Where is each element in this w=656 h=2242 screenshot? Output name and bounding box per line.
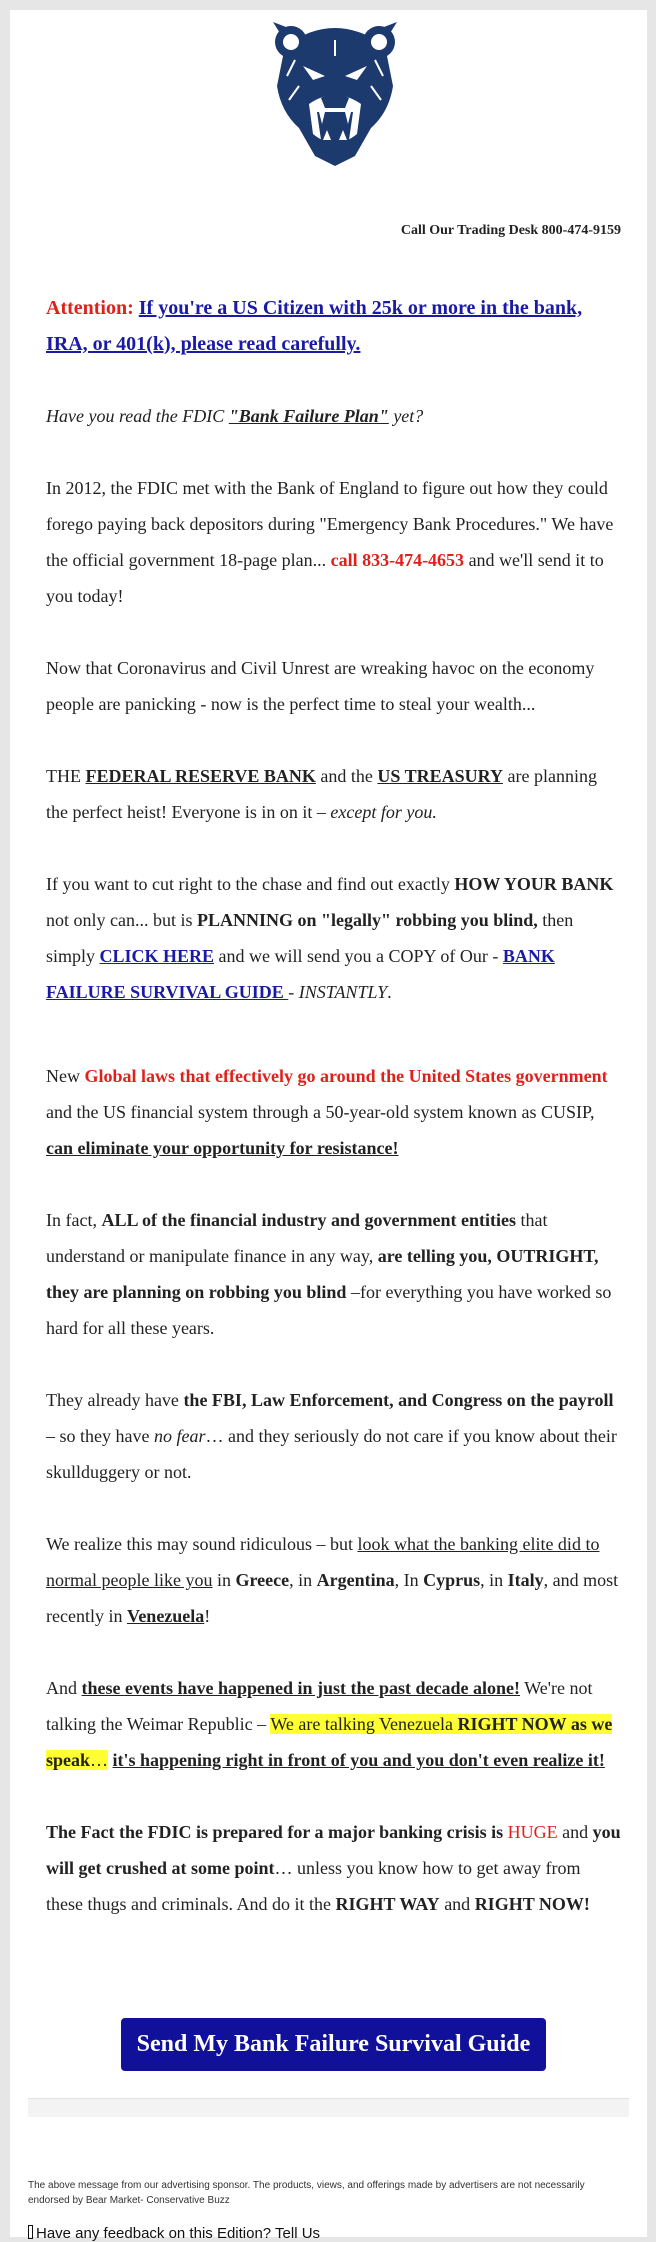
text: yet? (388, 406, 424, 426)
text: ! (204, 1606, 211, 1626)
text: Cyprus (423, 1570, 481, 1590)
text: and (557, 1822, 593, 1842)
text: HUGE (507, 1822, 558, 1842)
text: RIGHT WAY (335, 1894, 440, 1914)
text: and the US financial system through a 50-year-old system known as CUSIP, (46, 1102, 595, 1122)
text: that understand or manipulate finance in any way, (46, 1210, 548, 1266)
survival-guide-link[interactable]: BANK FAILURE SURVIVAL GUIDE (46, 946, 555, 1002)
text: not only can... but is (46, 910, 197, 930)
paragraph-countries (46, 1526, 621, 1634)
text: you will get crushed at some point (46, 1822, 621, 1878)
text: They already have (46, 1390, 184, 1410)
text: can eliminate your opportunity for resistance! (46, 1138, 399, 1158)
text: And (46, 1678, 82, 1698)
text: no fear (153, 1426, 206, 1446)
text: Argentina (316, 1570, 395, 1590)
email-body (46, 290, 621, 1958)
feedback-link[interactable] (28, 2225, 320, 2242)
text: are telling you, OUTRIGHT, they are planning on robbing you blind (46, 1246, 599, 1302)
text: - (288, 982, 299, 1002)
text: , and most recently in (46, 1570, 619, 1626)
text: In fact, (46, 1210, 102, 1230)
text: are planning the perfect heist! Everyone is in on it – (46, 766, 597, 822)
text: and we'll send it to you today! (46, 550, 604, 606)
trading-desk-phone: Call Our Trading Desk 800-474-9159 (400, 223, 621, 238)
attention-heading (46, 290, 621, 362)
paragraph-fdic-crisis (46, 1814, 621, 1922)
paragraph-heist (46, 758, 621, 830)
text: THE (46, 766, 86, 786)
paragraph-past-decade (46, 1670, 621, 1778)
text: these events have happened in just the past decade alone! (81, 1678, 521, 1698)
text: look what the banking elite did to normal people like you (46, 1534, 600, 1590)
bear-head-logo (265, 16, 405, 168)
cta-wrapper (10, 2018, 647, 2071)
text: PLANNING on "legally" robbing you blind, (197, 910, 538, 930)
text: … and they seriously do not care if you know about their skullduggery or not. (46, 1426, 617, 1482)
us-treasury-text: US TREASURY (377, 766, 503, 786)
text: the FBI, Law Enforcement, and Congress on the payroll (183, 1390, 614, 1410)
text: In 2012, the FDIC met with the Bank of England to figure out how they could forego paying back depositors during "Emergency Bank Procedures." We have the official government 18-page plan... (46, 478, 614, 570)
text: We are talking Venezuela (270, 1714, 458, 1734)
call-phone-link[interactable]: call 833-474-4653 (330, 550, 465, 570)
text: and we will send you a COPY of Our - (214, 946, 503, 966)
text: –for everything you have worked so hard for all these years. (46, 1282, 612, 1338)
text: New (46, 1066, 85, 1086)
text: , In (394, 1570, 424, 1590)
text: Venezuela (126, 1606, 205, 1626)
text: , in (289, 1570, 317, 1590)
divider (28, 2098, 629, 2117)
text: except for you. (330, 802, 437, 822)
text: Have you read the FDIC (46, 406, 229, 426)
attention-link[interactable]: If you're a US Citizen with 25k or more in the bank, IRA, or 401(k), please read carefully. (46, 297, 583, 355)
send-guide-button[interactable]: Send My Bank Failure Survival Guide (121, 2018, 547, 2071)
text: and (439, 1894, 475, 1914)
email-page (10, 10, 647, 2242)
text: it's happening right in front of you and you don't even realize it! (112, 1750, 605, 1770)
text: Global laws that effectively go around the United States government (84, 1066, 608, 1086)
text: Italy (507, 1570, 544, 1590)
text: If you want to cut right to the chase and find out exactly (46, 874, 455, 894)
paragraph-2012 (46, 470, 621, 614)
bank-failure-plan-link[interactable]: "Bank Failure Plan" (228, 406, 389, 426)
paragraph-fdic-plan (46, 398, 621, 434)
text: The Fact the FDIC is prepared for a major banking crisis is (46, 1822, 508, 1842)
text: then simply (46, 910, 574, 966)
text: and the (315, 766, 378, 786)
paragraph-global-laws (46, 1058, 621, 1166)
text: … (90, 1750, 109, 1770)
text: We're not talking the Weimar Republic – (46, 1678, 593, 1734)
text: , in (480, 1570, 508, 1590)
text: RIGHT NOW as we speak (46, 1714, 613, 1770)
click-here-link[interactable]: CLICK HERE (99, 946, 215, 966)
advertiser-disclaimer: The above message from our advertising sponsor. The products, views, and offerings made by advertisers are not necessarily endorsed by Bear Market- Conservative Buzz (28, 2180, 585, 2206)
text: INSTANTLY (298, 982, 388, 1002)
text: – so they have (46, 1426, 154, 1446)
text: Greece (235, 1570, 290, 1590)
paragraph-in-fact (46, 1202, 621, 1346)
paragraph-payroll (46, 1382, 621, 1490)
text: We realize this may sound ridiculous – but (46, 1534, 358, 1554)
text: HOW YOUR BANK (454, 874, 614, 894)
text: . (387, 982, 392, 1002)
text: ALL of the financial industry and government entities (101, 1210, 516, 1230)
paragraph-cut-to-chase (46, 866, 621, 1010)
attention-label: Attention: (46, 297, 134, 319)
text: … unless you know how to get away from these thugs and criminals. And do it the (46, 1858, 581, 1914)
paragraph-coronavirus: Now that Coronavirus and Civil Unrest are wreaking havoc on the economy people are panicking - now is the perfect time to steal your wealth... (46, 658, 595, 714)
text: RIGHT NOW! (474, 1894, 590, 1914)
text: in (212, 1570, 236, 1590)
feedback-text: Have any feedback on this Edition? Tell Us (36, 2225, 321, 2242)
federal-reserve-text: FEDERAL RESERVE BANK (85, 766, 316, 786)
